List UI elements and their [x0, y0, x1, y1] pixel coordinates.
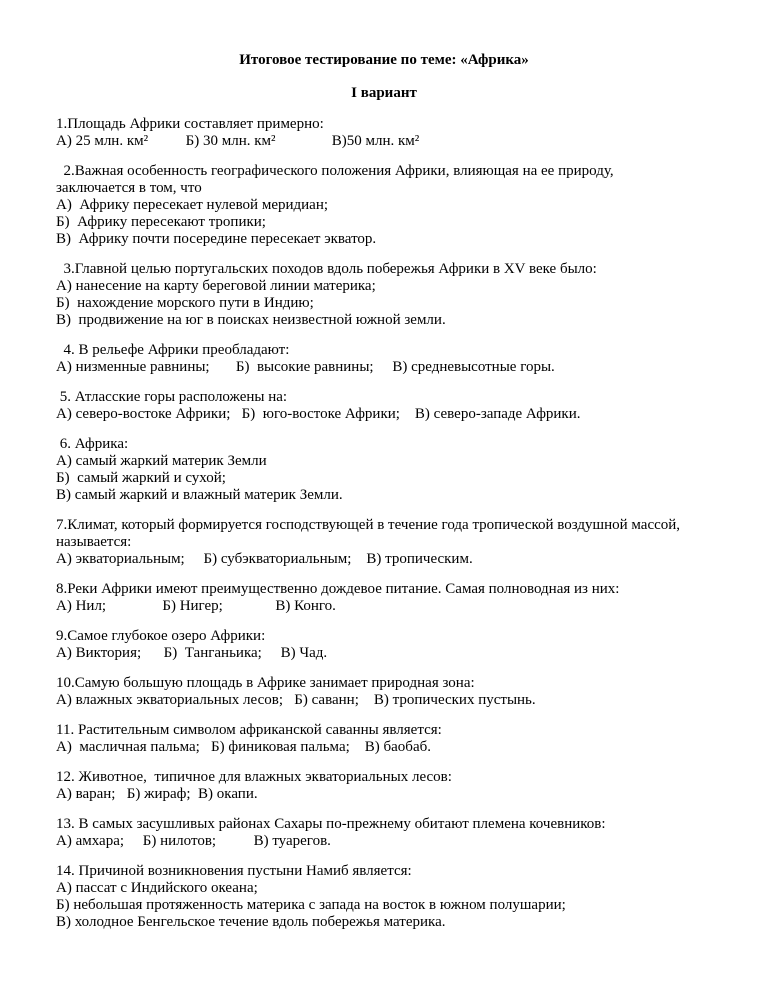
question-line: 5. Атласские горы расположены на: [56, 389, 288, 405]
question-11 [56, 722, 736, 756]
question-line: 11. Растительным символом африканской саванны является: [56, 722, 442, 738]
question-line: 9.Самое глубокое озеро Африки: [56, 628, 266, 644]
question-line: 14. Причиной возникновения пустыни Намиб является: [56, 863, 412, 879]
question-4 [56, 342, 736, 376]
question-14 [56, 863, 736, 931]
question-7 [56, 517, 736, 568]
answer-options: А) масличная пальма; Б) финиковая пальма; В) баобаб. [56, 739, 431, 755]
answer-options: А) экваториальным; Б) субэкваториальным; В) тропическим. [56, 551, 473, 567]
question-line: 8.Реки Африки имеют преимущественно дождевое питание. Самая полноводная из них: [56, 581, 620, 597]
answer-option: В) холодное Бенгельское течение вдоль побережья материка. [56, 914, 446, 930]
document-title: Итоговое тестирование по теме: «Африка» [239, 52, 529, 68]
answer-option: Б) самый жаркий и сухой; [56, 470, 226, 486]
question-3 [56, 261, 736, 329]
answer-option: В) продвижение на юг в поисках неизвестной южной земли. [56, 312, 446, 328]
question-6 [56, 436, 736, 504]
answer-option: А) нанесение на карту береговой линии материка; [56, 278, 376, 294]
answer-option: А) самый жаркий материк Земли [56, 453, 267, 469]
answer-option: А) Африку пересекает нулевой меридиан; [56, 197, 329, 213]
question-line: 7.Климат, который формируется господствующей в течение года тропической воздушной массой, [56, 517, 681, 533]
answer-options: А) низменные равнины; Б) высокие равнины; В) средневысотные горы. [56, 359, 555, 375]
answer-option: А) пассат с Индийского океана; [56, 880, 258, 896]
question-line: заключается в том, что [56, 180, 202, 196]
answer-options: А) 25 млн. км² Б) 30 млн. км² В)50 млн. км² [56, 133, 420, 149]
answer-options: А) амхара; Б) нилотов; В) туарегов. [56, 833, 331, 849]
question-line: 3.Главной целью португальских походов вдоль побережья Африки в XV веке было: [56, 261, 597, 277]
questions-list [56, 116, 736, 944]
answer-option: В) Африку почти посередине пересекает экватор. [56, 231, 377, 247]
question-8 [56, 581, 736, 615]
answer-options: А) варан; Б) жираф; В) окапи. [56, 786, 258, 802]
question-line: 10.Самую большую площадь в Африке занимает природная зона: [56, 675, 475, 691]
answer-options: А) Виктория; Б) Танганьика; В) Чад. [56, 645, 328, 661]
answer-option: В) самый жаркий и влажный материк Земли. [56, 487, 343, 503]
question-line: 4. В рельефе Африки преобладают: [56, 342, 290, 358]
question-9 [56, 628, 736, 662]
question-line: 1.Площадь Африки составляет примерно: [56, 116, 324, 132]
question-13 [56, 816, 736, 850]
question-line: 6. Африка: [56, 436, 129, 452]
question-1 [56, 116, 736, 150]
variant-heading: I вариант [351, 85, 417, 101]
answer-option: Б) нахождение морского пути в Индию; [56, 295, 314, 311]
question-2 [56, 163, 736, 248]
question-line: называется: [56, 534, 132, 550]
answer-options: А) влажных экваториальных лесов; Б) саванн; В) тропических пустынь. [56, 692, 536, 708]
question-5 [56, 389, 736, 423]
answer-options: А) Нил; Б) Нигер; В) Конго. [56, 598, 336, 614]
question-12 [56, 769, 736, 803]
question-line: 2.Важная особенность географического положения Африки, влияющая на ее природу, [56, 163, 614, 179]
answer-option: Б) Африку пересекают тропики; [56, 214, 266, 230]
answer-options: А) северо-востоке Африки; Б) юго-востоке Африки; В) северо-западе Африки. [56, 406, 581, 422]
answer-option: Б) небольшая протяженность материка с запада на восток в южном полушарии; [56, 897, 566, 913]
question-line: 13. В самых засушливых районах Сахары по-прежнему обитают племена кочевников: [56, 816, 606, 832]
question-10 [56, 675, 736, 709]
question-line: 12. Животное, типичное для влажных экваториальных лесов: [56, 769, 452, 785]
